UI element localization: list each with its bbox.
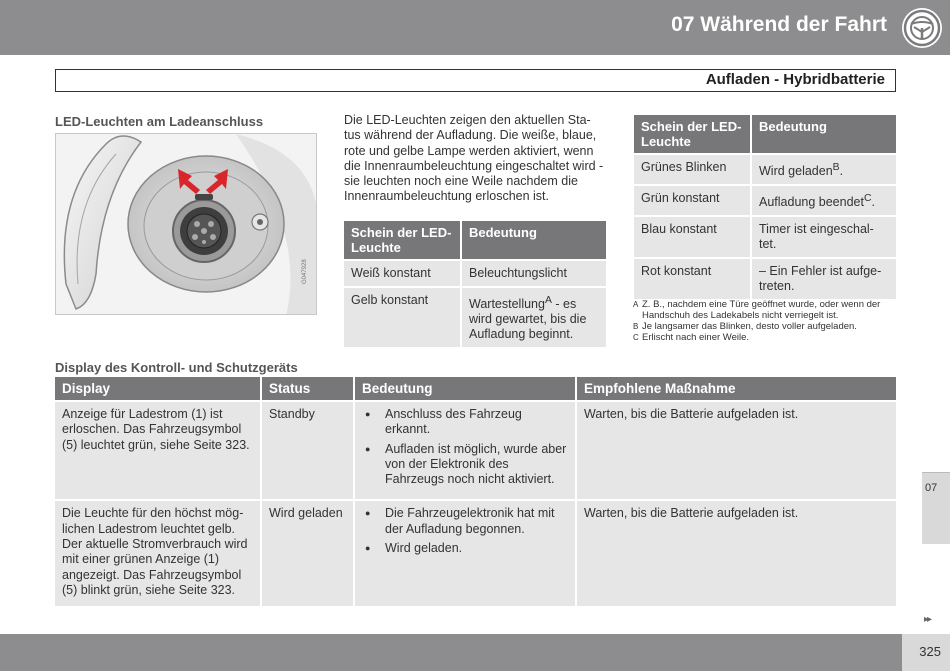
footnote-ref: C [863,193,872,205]
cell-text-rest: . [839,164,844,179]
footnote-letter: B [633,322,639,331]
footnote-letter: C [633,333,639,342]
cell-text-rest: . [871,195,875,210]
cell-display: Die Leuchte für den höchst mög-lichen Ladestrom leuchtet gelb. Der aktuelle Stromverbrauch wird mit einer grünen Anzeige (1) angezeigt. Das Fahrzeugsymbol (5) blinkt grün, siehe Seite 323. [55,500,261,607]
chapter-title: 07 Während der Fahrt [671,13,887,36]
cell-schein: Rot konstant [634,258,751,300]
table-header-row [634,115,896,154]
table-row [344,260,606,287]
table-row [55,401,896,500]
footnote-letter: A [633,300,639,309]
cell-text: Aufladung beendet [759,195,864,210]
col-header-display: Display [55,377,261,401]
image-code: G047928 [302,259,308,284]
cell-text-rest: - es wird gewartet, bis die Aufladung beginnt. [469,297,587,342]
table-row [634,154,896,185]
led-table-2 [634,115,896,301]
cell-schein: Gelb konstant [344,287,461,348]
table-row [634,185,896,216]
footnote [633,299,898,321]
cell-display: Anzeige für Ladestrom (1) ist erloschen. Das Fahrzeugsymbol (5) leuchtet grün, siehe Seite 323. [55,401,261,500]
footnotes [633,299,898,343]
cell-bedeutung: Beleuchtungslicht [461,260,606,287]
list-item: ● Anschluss des Fahrzeug erkannt. [362,407,568,438]
list-item: ● Die Fahrzeugelektronik hat mit der Aufladung begonnen. [362,506,568,537]
cell-massnahme: Warten, bis die Batterie aufgeladen ist. [576,401,896,500]
header-bar [0,0,950,55]
cell-bedeutung [751,154,896,185]
charging-port-photo [55,133,317,315]
col-header-status: Status [261,377,354,401]
footnote-text: Erlischt nach einer Weile. [642,332,750,343]
page-number-box [902,634,950,671]
footnote-ref: A [544,295,552,306]
col-header-massnahme: Empfohlene Maßnahme [576,377,896,401]
footnote-ref: B [832,162,840,173]
table-header-row [55,377,896,401]
footnote [633,321,898,332]
list-item: ● Wird geladen. [362,541,568,556]
cell-bedeutung [354,500,576,607]
cell-massnahme: Warten, bis die Batterie aufgeladen ist. [576,500,896,607]
chapter-side-tab[interactable] [922,472,950,544]
section-header [55,69,896,92]
list-item: ● Aufladen ist möglich, wurde aber von der Elektronik des Fahrzeugs noch nicht aktiviert. [362,442,568,488]
side-tab-label: 07 [925,482,938,494]
cell-text: Wartestellung [469,297,545,312]
bullet-list [362,407,568,487]
cell-schein: Blau konstant [634,216,751,258]
cell-schein: Weiß konstant [344,260,461,287]
col-header-schein: Schein der LED-Leuchte [634,115,751,154]
double-arrow-right-icon: ▸▸ [923,614,930,625]
section-title: Aufladen - Hybridbatterie [705,71,885,88]
table-row [55,500,896,607]
col-header-bedeutung: Bedeutung [461,221,606,260]
volvo-steering-wheel-icon [902,8,942,48]
display-heading: Display des Kontroll- und Schutzgeräts [55,360,298,375]
cell-status: Standby [261,401,354,500]
cell-schein: Grünes Blinken [634,154,751,185]
col-header-schein: Schein der LED-Leuchte [344,221,461,260]
page-number: 325 [919,644,941,659]
footnote-text: Z. B., nachdem eine Türe geöffnet wurde, oder wenn der Handschuh des Ladekabels nicht verriegelt ist. [642,299,881,321]
cell-bedeutung: – Ein Fehler ist aufge-treten. [751,258,896,300]
table-row [344,287,606,348]
cell-bedeutung [461,287,606,348]
col-header-bedeutung: Bedeutung [354,377,576,401]
led-heading: LED-Leuchten am Ladeanschluss [55,114,264,129]
table-header-row [344,221,606,260]
led-table-1 [344,221,606,349]
cell-schein: Grün konstant [634,185,751,216]
cell-text: Wird geladen [759,164,833,179]
footer-bar [0,634,950,671]
led-intro-text: Die LED-Leuchten zeigen den aktuellen Sta-tus während der Aufladung. Die weiße, blaue, rote und gelbe Lampe werden aktiviert, wenn die Innenraumbeleuchtung eingeschaltet wird - sie leuchten noch eine Weile nachdem die Innenraumbeleuchtung erloschen ist. [344,113,604,204]
display-table [55,377,896,608]
cell-bedeutung [751,185,896,216]
table-row [634,216,896,258]
table-row [634,258,896,300]
cell-status: Wird geladen [261,500,354,607]
cell-bedeutung [354,401,576,500]
bullet-list [362,506,568,556]
footnote-text: Je langsamer das Blinken, desto voller aufgeladen. [642,321,857,332]
col-header-bedeutung: Bedeutung [751,115,896,154]
cell-bedeutung: Timer ist eingeschal-tet. [751,216,896,258]
footnote [633,332,898,343]
